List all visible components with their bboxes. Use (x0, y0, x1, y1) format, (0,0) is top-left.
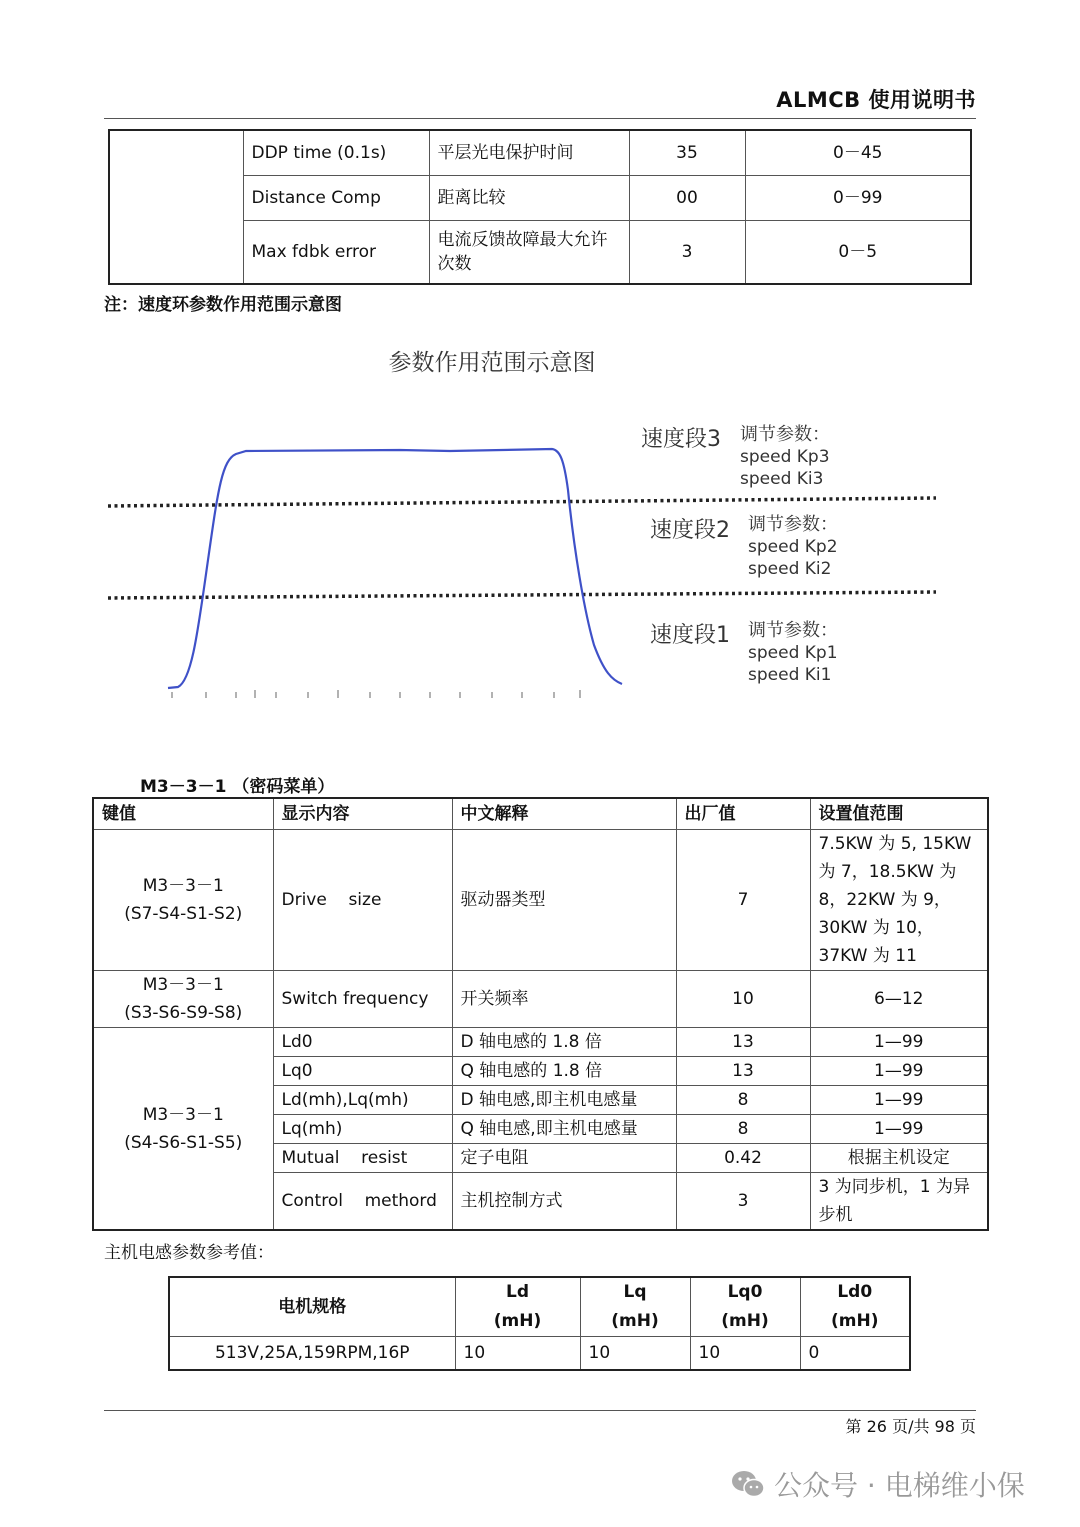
segment2-label: 速度段2 (650, 518, 730, 543)
param-range: 0－99 (745, 176, 971, 221)
motor-inductance-table (168, 1276, 911, 1371)
param-default: 3 (629, 221, 745, 285)
param-name: DDP time (0.1s) (243, 130, 429, 176)
param-range: 3 为同步机，1 为异步机 (810, 1173, 988, 1231)
param-desc: Q 轴电感的 1.8 倍 (452, 1057, 676, 1086)
column-header: 显示内容 (273, 798, 452, 830)
table-row (169, 1337, 910, 1371)
param-desc: 平层光电保护时间 (429, 130, 629, 176)
segment3-kp: speed Kp3 (740, 447, 830, 467)
param-name: Switch frequency (273, 971, 452, 1028)
param-default: 10 (676, 971, 810, 1028)
segment1-kp: speed Kp1 (748, 643, 838, 663)
inductance-value: 10 (690, 1337, 800, 1371)
speed-curve (168, 449, 622, 688)
param-range: 1—99 (810, 1028, 988, 1057)
table-header-row (93, 798, 988, 830)
param-name: Distance Comp (243, 176, 429, 221)
param-default: 0.42 (676, 1144, 810, 1173)
document-title: ALMCB 使用说明书 (776, 88, 976, 112)
param-desc: 距离比较 (429, 176, 629, 221)
param-name: Ld0 (273, 1028, 452, 1057)
param-desc: D 轴电感的 1.8 倍 (452, 1028, 676, 1057)
param-range: 0－5 (745, 221, 971, 285)
segment1-params (748, 620, 838, 686)
param-range: 6—12 (810, 971, 988, 1028)
column-header: 设置值范围 (810, 798, 988, 830)
segment1-label: 速度段1 (650, 623, 730, 648)
segment2-kp: speed Kp2 (748, 537, 838, 557)
watermark-text: 公众号 · 电梯维小保 (774, 1469, 1025, 1502)
table3-body (169, 1277, 910, 1370)
param-name: Max fdbk error (243, 221, 429, 285)
param-range: 根据主机设定 (810, 1144, 988, 1173)
threshold-line-lower (108, 592, 936, 598)
column-header: Ld0 (mH) (800, 1277, 910, 1337)
param-default: 8 (676, 1086, 810, 1115)
watermark (730, 1464, 1025, 1504)
param-default: 00 (629, 176, 745, 221)
segment3-ki: speed Ki3 (740, 469, 824, 489)
column-header: Ld (mH) (455, 1277, 580, 1337)
column-header: Lq0 (mH) (690, 1277, 800, 1337)
segment3-params-title: 调节参数： (740, 424, 830, 445)
param-default: 8 (676, 1115, 810, 1144)
diagram-title: 参数作用范围示意图 (388, 350, 596, 376)
column-header: 中文解释 (452, 798, 676, 830)
password-menu-table (92, 797, 989, 1231)
table-row (93, 1028, 988, 1057)
header-divider (104, 118, 976, 119)
diagram-note: 注：速度环参数作用范围示意图 (104, 295, 342, 315)
param-desc: 开关频率 (452, 971, 676, 1028)
table-row (93, 971, 988, 1028)
footer-divider (104, 1410, 976, 1411)
menu-title: M3－3－1 （密码菜单） (140, 777, 335, 797)
param-desc: 电流反馈故障最大允许次数 (429, 221, 629, 285)
param-range: 1—99 (810, 1086, 988, 1115)
key-value-cell: M3－3－1 (S3-S6-S9-S8) (93, 971, 273, 1028)
speed-range-diagram (100, 330, 950, 730)
motor-spec: 513V,25A,159RPM,16P (169, 1337, 455, 1371)
param-range: 1—99 (810, 1057, 988, 1086)
key-value-cell: M3－3－1 (S4-S6-S1-S5) (93, 1028, 273, 1231)
parameter-table-continued (108, 129, 972, 285)
param-desc: 驱动器类型 (452, 830, 676, 971)
segment2-params (748, 514, 838, 580)
table2-body (93, 798, 988, 1230)
param-default: 7 (676, 830, 810, 971)
param-desc: D 轴电感,即主机电感量 (452, 1086, 676, 1115)
segment1-ki: speed Ki1 (748, 665, 832, 685)
table-header-row (169, 1277, 910, 1337)
column-header: 键值 (93, 798, 273, 830)
inductance-value: 10 (455, 1337, 580, 1371)
segment3-label: 速度段3 (641, 427, 721, 452)
param-desc: 定子电阻 (452, 1144, 676, 1173)
segment2-params-title: 调节参数： (748, 514, 838, 535)
param-range: 1—99 (810, 1115, 988, 1144)
table-row (109, 130, 971, 176)
column-header: Lq (mH) (580, 1277, 690, 1337)
param-name: Control methord (273, 1173, 452, 1231)
param-range: 0－45 (745, 130, 971, 176)
inductance-value: 0 (800, 1337, 910, 1371)
column-header: 电机规格 (169, 1277, 455, 1337)
column-header: 出厂值 (676, 798, 810, 830)
reference-title: 主机电感参数参考值： (104, 1243, 274, 1263)
param-default: 3 (676, 1173, 810, 1231)
param-default: 13 (676, 1028, 810, 1057)
param-name: Drive size (273, 830, 452, 971)
key-value-cell: M3－3－1 (S7-S4-S1-S2) (93, 830, 273, 971)
segment2-ki: speed Ki2 (748, 559, 832, 579)
param-default: 13 (676, 1057, 810, 1086)
param-default: 35 (629, 130, 745, 176)
param-name: Mutual resist (273, 1144, 452, 1173)
table1-body (109, 130, 971, 284)
wechat-icon (730, 1469, 766, 1499)
threshold-line-upper (108, 498, 936, 506)
segment3-params (740, 424, 830, 490)
table-cell-empty-key (109, 130, 243, 284)
inductance-value: 10 (580, 1337, 690, 1371)
table-row (93, 830, 988, 971)
page-number: 第 26 页/共 98 页 (845, 1417, 976, 1436)
param-desc: 主机控制方式 (452, 1173, 676, 1231)
time-axis-ticks (172, 690, 580, 698)
param-name: Lq(mh) (273, 1115, 452, 1144)
param-range: 7.5KW 为 5, 15KW 为 7，18.5KW 为 8，22KW 为 9，30KW 为 10，37KW 为 11 (810, 830, 988, 971)
param-name: Ld(mh),Lq(mh) (273, 1086, 452, 1115)
param-desc: Q 轴电感,即主机电感量 (452, 1115, 676, 1144)
segment1-params-title: 调节参数： (748, 620, 838, 641)
param-name: Lq0 (273, 1057, 452, 1086)
